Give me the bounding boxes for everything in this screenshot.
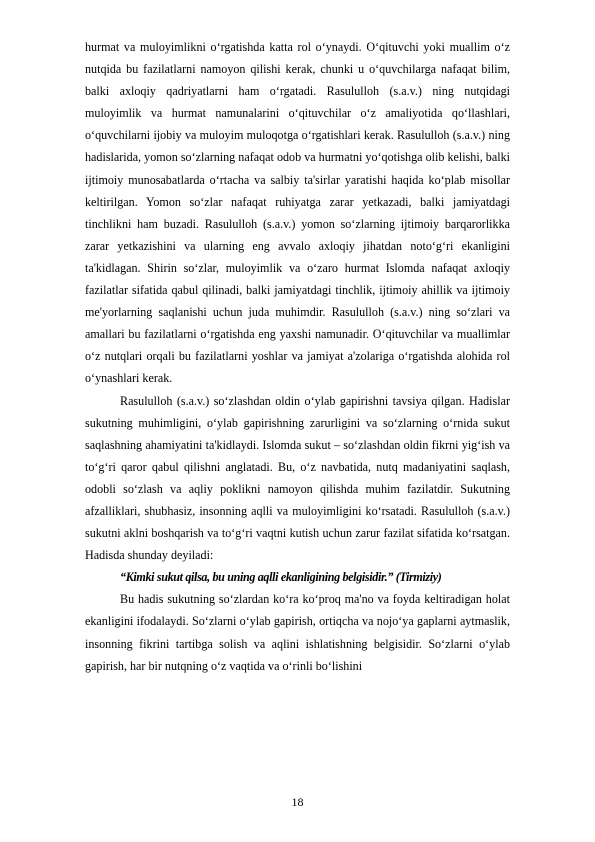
paragraph-explanation: Bu hadis sukutning so‘zlardan ko‘ra ko‘proq ma'no va foyda keltiradigan holat ekanligini ifodalaydi. So‘zlarni o‘ylab gapirish, ortiqcha va nojo‘ya gaplarni aytmaslik, insonning fikrini tartibga solish va aqlini ishlatishning belgisidir. So‘zlarni o‘ylab gapirish, har bir nutqning o‘z vaqtida va o‘rinli bo‘lishini [85, 592, 510, 673]
page-number: 18 [291, 795, 304, 809]
hadith-quote: “Kimki sukut qilsa, bu uning aqlli ekanligining belgisidir.” (Tirmiziy) [120, 570, 442, 585]
paragraph-silence: Rasululloh (s.a.v.) so‘zlashdan oldin o‘ylab gapirishni tavsiya qilgan. Hadislar sukutning muhimligini, o‘ylab gapirishning zarurligini va so‘zlarning o‘rnida sukut saqlashning ahamiyatini ta'kidlaydi. Islomda sukut – so‘zlashdan oldin fikrni yig‘ish va to‘g‘ri qaror qabul qilishni anglatadi. Bu, o‘z navbatida, nutq madaniyatini saqlash, odobli so‘zlash va aqliy poklikni namoyon qilishda muhim fazilatdir. Sukutning afzalliklari, shubhasiz, insonning aqlli va muloyimligini ko‘rsatadi. Rasululloh (s.a.v.) sukutni aklni boshqarish va to‘g‘ri vaqtni kutish uchun zarur fazilat sifatida ko‘rsatgan. Hadisda shunday deyiladi: [85, 393, 510, 563]
paragraph-continuation: hurmat va muloyimlikni o‘rgatishda katta rol o‘ynaydi. O‘qituvchi yoki muallim o‘z nutqida bu fazilatlarni namoyon qilishi kerak, chunki u o‘quvchilarga nafaqat bilim, balki axloqiy qadriyatlarni ham o‘rgatadi. Rasululloh (s.a.v.) ning nutqidagi muloyimlik va hurmat namunalarini o‘qituvchilar o‘z amaliyotida qo‘llashlari, o‘quvchilarni ijobiy va muloyim muloqotga o‘rgatishlari kerak. Rasululloh (s.a.v.) ning hadislarida, yomon so‘zlarning nafaqat odob va hurmatni yo‘qotishga olib kelishi, balki ijtimoiy munosabatlarda o‘rtacha va salbiy ta'sirlar yaratishi haqida ko‘plab misollar keltirilgan. Yomon so‘zlar nafaqat ruhiyatga zarar yetkazadi, balki jamiyatdagi tinchlikni ham buzadi. Rasululloh (s.a.v.) yomon so‘zlarning ijtimoiy barqarorlikka zarar yetkazishini va ularning eng avvalo axloqiy jihatdan noto‘g‘ri ekanligini ta'kidlagan. Shirin so‘zlar, muloyimlik va o‘zaro hurmat Islomda nafaqat axloqiy fazilatlar sifatida qabul qilinadi, balki jamiyatdagi tinchlik, ijtimoiy ahillik va ijtimoiy me'yorlarning saqlanishi uchun juda muhimdir. Rasululloh (s.a.v.) ning so‘zlari va amallari bu fazilatlarni o‘rgatishda eng yaxshi namunadir. O‘qituvchilar va muallimlar o‘z nutqlari orqali bu fazilatlarni yoshlar va jamiyat a'zolariga o‘rgatishda alohida rol o‘ynashlari kerak. [85, 40, 510, 386]
document-body [85, 36, 510, 677]
